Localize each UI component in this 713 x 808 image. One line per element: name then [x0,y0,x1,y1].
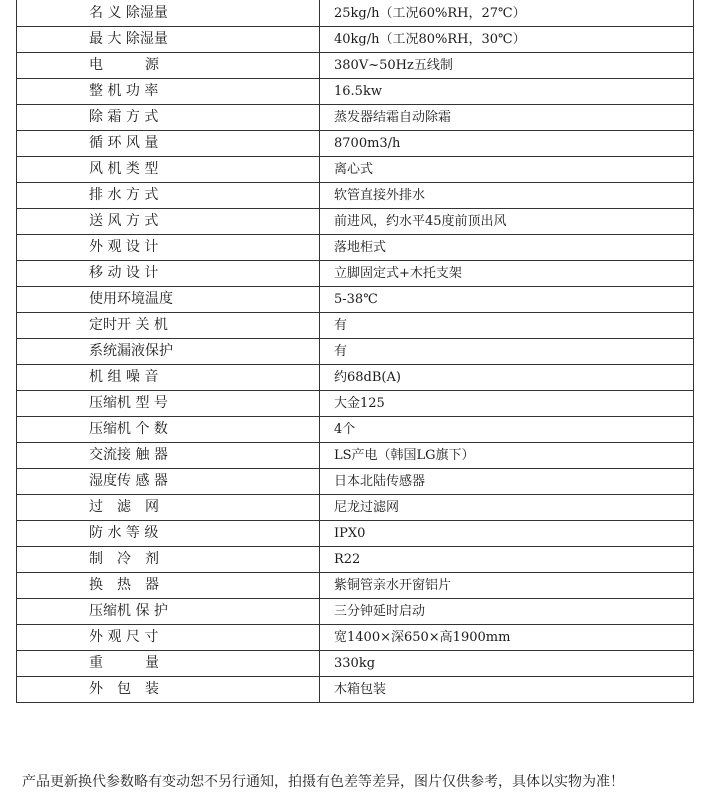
spec-row [17,443,694,469]
spec-label: 系统漏液保护 [17,339,320,365]
spec-label: 外 包 装 [17,677,320,703]
spec-row [17,469,694,495]
spec-value: 16.5kw [320,79,694,105]
spec-value: 330kg [320,651,694,677]
spec-row [17,547,694,573]
spec-label: 移 动 设 计 [17,261,320,287]
spec-value: 8700m3/h [320,131,694,157]
spec-label: 排 水 方 式 [17,183,320,209]
spec-row [17,209,694,235]
spec-value: LS产电（韩国LG旗下） [320,443,694,469]
spec-row [17,417,694,443]
spec-row [17,79,694,105]
spec-value: R22 [320,547,694,573]
spec-row [17,235,694,261]
spec-value: 木箱包装 [320,677,694,703]
footer-note: 产品更新换代参数略有变动恕不另行通知，拍摄有色差等差异，图片仅供参考，具体以实物为准！ [22,774,624,790]
spec-label: 湿度传 感 器 [17,469,320,495]
spec-label: 循 环 风 量 [17,131,320,157]
spec-value: 前进风，约水平45度前顶出风 [320,209,694,235]
spec-value: 25kg/h（工况60%RH，27℃） [320,0,694,27]
spec-label: 制 冷 剂 [17,547,320,573]
spec-value: 三分钟延时启动 [320,599,694,625]
spec-value: 5-38℃ [320,287,694,313]
spec-label: 压缩机 保 护 [17,599,320,625]
spec-row [17,651,694,677]
spec-label: 除 霜 方 式 [17,105,320,131]
spec-value: 立脚固定式+木托支架 [320,261,694,287]
spec-value: IPX0 [320,521,694,547]
spec-value: 离心式 [320,157,694,183]
spec-table [16,0,694,703]
spec-label: 压缩机 型 号 [17,391,320,417]
spec-label: 重 量 [17,651,320,677]
spec-row [17,27,694,53]
spec-value: 有 [320,339,694,365]
spec-label: 换 热 器 [17,573,320,599]
spec-row [17,261,694,287]
spec-row [17,105,694,131]
spec-value: 蒸发器结霜自动除霜 [320,105,694,131]
spec-value: 宽1400×深650×高1900mm [320,625,694,651]
spec-label: 防 水 等 级 [17,521,320,547]
spec-value: 大金125 [320,391,694,417]
spec-label: 送 风 方 式 [17,209,320,235]
spec-value: 4个 [320,417,694,443]
spec-row [17,365,694,391]
spec-value: 紫铜管亲水开窗铝片 [320,573,694,599]
spec-value: 日本北陆传感器 [320,469,694,495]
spec-value: 40kg/h（工况80%RH，30℃） [320,27,694,53]
spec-label: 风 机 类 型 [17,157,320,183]
spec-row [17,157,694,183]
spec-label: 交流接 触 器 [17,443,320,469]
spec-label: 名 义 除湿量 [17,0,320,27]
spec-value: 有 [320,313,694,339]
spec-row [17,313,694,339]
spec-label: 过 滤 网 [17,495,320,521]
spec-value: 落地柜式 [320,235,694,261]
spec-label: 使用环境温度 [17,287,320,313]
spec-row [17,339,694,365]
spec-row [17,287,694,313]
spec-label: 整 机 功 率 [17,79,320,105]
spec-label: 外 观 设 计 [17,235,320,261]
spec-table-body [17,0,694,703]
spec-row [17,0,694,27]
spec-row [17,391,694,417]
spec-label: 压缩机 个 数 [17,417,320,443]
spec-row [17,677,694,703]
spec-value: 约68dB(A) [320,365,694,391]
spec-label: 外 观 尺 寸 [17,625,320,651]
spec-label: 最 大 除湿量 [17,27,320,53]
spec-label: 定时开 关 机 [17,313,320,339]
spec-row [17,495,694,521]
spec-row [17,625,694,651]
spec-row [17,599,694,625]
spec-row [17,573,694,599]
spec-value: 尼龙过滤网 [320,495,694,521]
spec-row [17,521,694,547]
spec-row [17,183,694,209]
spec-value: 软管直接外排水 [320,183,694,209]
spec-row [17,53,694,79]
spec-value: 380V~50Hz五线制 [320,53,694,79]
spec-row [17,131,694,157]
spec-label: 机 组 噪 音 [17,365,320,391]
spec-label: 电 源 [17,53,320,79]
